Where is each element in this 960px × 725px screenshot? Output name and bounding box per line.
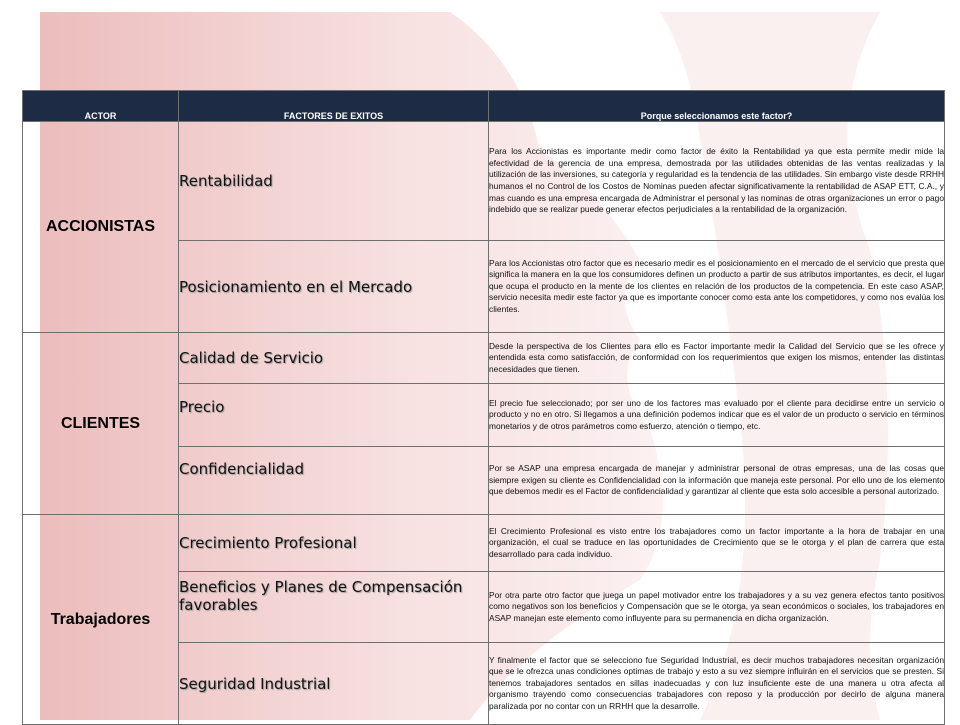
- factor-confidencialidad: Confidencialidad: [179, 447, 489, 515]
- actor-trabajadores: Trabajadores: [23, 515, 179, 725]
- header-actor: ACTOR: [23, 91, 179, 122]
- factor-beneficios: Beneficios y Planes de Compensación favorables: [179, 572, 489, 643]
- reason-calidad: Desde la perspectiva de los Clientes para ello es Factor importante medir la Calidad del Servicio que se les ofrece y entendida esta como satisfacción, de conformidad con los requerimientos que exigen los mismos, entender las distintas necesidades que tienen.: [489, 333, 945, 384]
- actor-accionistas: ACCIONISTAS: [23, 122, 179, 333]
- reason-precio: El precio fue seleccionado; por ser uno de los factores mas evaluado por el cliente para decidirse entre un servicio o producto y no en otro. Si llegamos a una definición podemos indicar que es el valor de un producto o servicio en términos monetarios y de otros parámetros como esfuerzo, atención o tiempo, etc.: [489, 384, 945, 447]
- reason-confidencialidad: Por se ASAP una empresa encargada de manejar y administrar personal de otras empresas, una de las cosas que siempre exigen su cliente es Confidencialidad con la información que maneja este personal. Por ello uno de los elemento que debemos medir es el Factor de confidencialidad y garantizar al cliente que esta solo accesible a personal autorizado.: [489, 447, 945, 515]
- reason-posicionamiento: Para los Accionistas otro factor que es necesario medir es el posicionamiento en el mercado de el servicio que presta que significa la manera en la que los consumidores definen un producto a partir de sus atributos importantes, es decir, el lugar que ocupa el producto en la mente de los clientes en relación de los productos de la competencia. En este caso ASAP, servicio necesita medir este factor ya que es importante conocer como esta ante los competidores, y como nos evalúa los clientes.: [489, 241, 945, 333]
- reason-rentabilidad: Para los Accionistas es importante medir como factor de éxito la Rentabilidad ya que esta permite medir mide la efectividad de la gerencia de una empresa, demostrada por las utilidades obtenidas de las ventas realizadas y la utilización de las inversiones, su categoría y regularidad es la tendencia de las utilidades. Sin embargo viste desde RRHH humanos el no Control de los Costos de Nominas pueden afectar significativamente la rentabilidad de ASAP ETT, C.A., y mas cuando es una empresa encargada de Administrar el personal y las nominas de otras organizaciones un error o pago indebido que se realizar puede generar efectos perjudiciales a la rentabilidad de la organización.: [489, 122, 945, 241]
- header-factors: FACTORES DE EXITOS: [179, 91, 489, 122]
- header-reason: Porque seleccionamos este factor?: [489, 91, 945, 122]
- reason-crecimiento: El Crecimiento Profesional es visto entre los trabajadores como un factor importante a la hora de trabajar en una organización, el cual se traduce en las oportunidades de Crecimiento que se le otorga y el plan de carrera que esta desarrollado para cada individuo.: [489, 515, 945, 572]
- factor-calidad: Calidad de Servicio: [179, 333, 489, 384]
- table-row: [23, 333, 945, 384]
- factor-posicionamiento: Posicionamiento en el Mercado: [179, 241, 489, 333]
- table-row: [23, 515, 945, 572]
- header-row: [23, 91, 945, 122]
- reason-beneficios: Por otra parte otro factor que juega un papel motivador entre los trabajadores y a su vez genera efectos tanto positivos como negativos son los beneficios y Compensación que se le otorga, ya sean económicos o sociales, los trabajadores en ASAP manejan este elemento como influyente para su permanencia en dicha organización.: [489, 572, 945, 643]
- factor-rentabilidad: Rentabilidad: [179, 122, 489, 241]
- table-row: [23, 122, 945, 241]
- factor-precio: Precio: [179, 384, 489, 447]
- reason-seguridad: Y finalmente el factor que se selecciono fue Seguridad Industrial, es decir muchos trabajadores necesitan organización que se le ofrezca unas condiciones optimas de trabajo y esto a su vez siempre influirán en el servicios que se presten. Si tenemos trabajadores sentados en sillas inadecuadas y con luz insuficiente este de una manera u otra afecta al organismo trayendo como consecuencias trabajadores con reposo y la producción por decirlo de alguna manera paralizada por no contar con un RRHH que la desarrolle.: [489, 643, 945, 725]
- factor-crecimiento: Crecimiento Profesional: [179, 515, 489, 572]
- success-factors-table: [22, 90, 945, 725]
- factor-seguridad: Seguridad Industrial: [179, 643, 489, 725]
- actor-clientes: CLIENTES: [23, 333, 179, 515]
